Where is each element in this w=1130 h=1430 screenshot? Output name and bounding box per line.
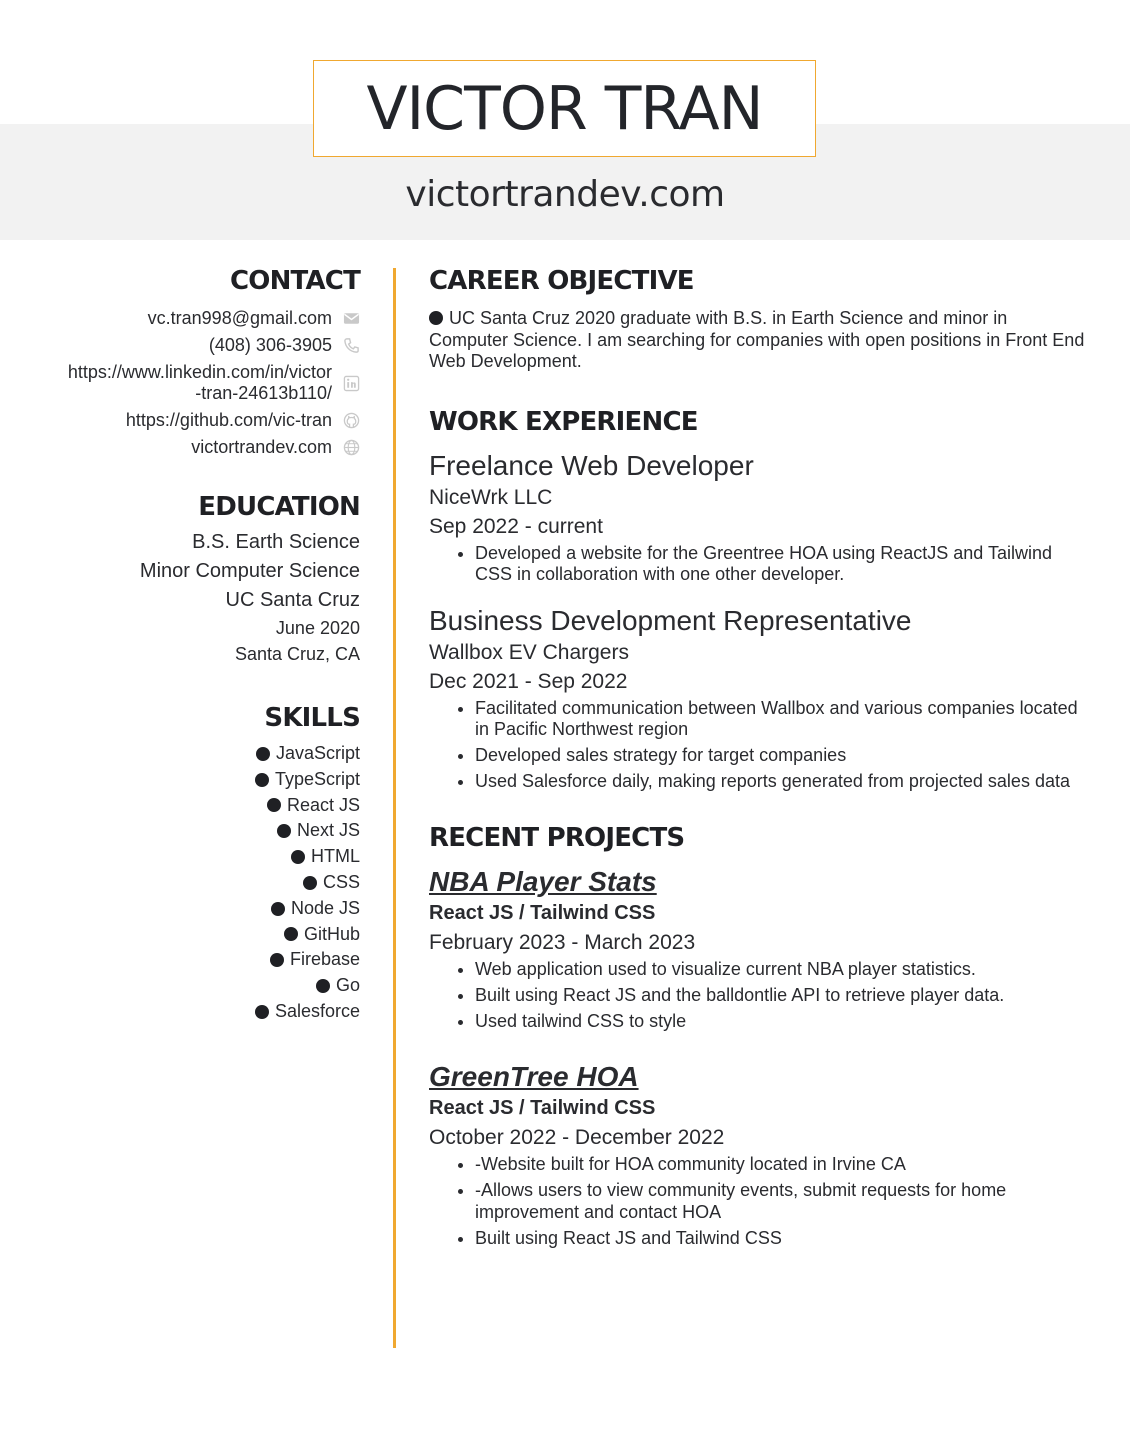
- envelope-icon: [342, 310, 360, 328]
- project-dates: October 2022 - December 2022: [429, 1126, 725, 1149]
- contact-email[interactable]: [20, 308, 360, 329]
- linkedin-line-1[interactable]: https://www.linkedin.com/in/victor: [67, 362, 332, 382]
- education-title: EDUCATION: [198, 492, 360, 522]
- project-bullet: • Used tailwind CSS to style: [475, 1011, 1089, 1033]
- skill-item: Node JS: [20, 896, 360, 922]
- job-dates: Sep 2022 - current: [429, 514, 603, 538]
- github-icon: [342, 412, 360, 430]
- project-bullets: [429, 1154, 1089, 1249]
- job-bullet: • Developed sales strategy for target companies: [475, 745, 1089, 767]
- project-bullet: • -Website built for HOA community located in Irvine CA: [475, 1154, 1089, 1176]
- objective-text: UC Santa Cruz 2020 graduate with B.S. in Earth Science and minor in Computer Science. I am searching for companies with open positions in Front End Web Development.: [429, 308, 1085, 371]
- bullet-dot-icon: [256, 747, 270, 761]
- bullet-dot-icon: [255, 1005, 269, 1019]
- contact-website-text[interactable]: victortrandev.com: [191, 437, 332, 457]
- contact-email-text[interactable]: vc.tran998@gmail.com: [147, 308, 332, 328]
- experience-section: [429, 407, 1089, 793]
- objective-text-block: [429, 308, 1089, 373]
- bullet-dot-icon: [255, 773, 269, 787]
- job-entry: [429, 604, 1089, 793]
- education-degree: B.S. Earth Science: [192, 531, 360, 553]
- bullet-dot-icon: [267, 798, 281, 812]
- contact-linkedin-text[interactable]: [68, 362, 332, 404]
- header-website[interactable]: victortrandev.com: [405, 174, 725, 215]
- education-location: Santa Cruz, CA: [234, 644, 360, 664]
- name-box: [313, 60, 816, 157]
- projects-section: [429, 823, 1089, 1250]
- project-bullet: • Built using React JS and the balldontlie API to retrieve player data.: [475, 985, 1089, 1007]
- job-company: Wallbox EV Chargers: [429, 640, 629, 664]
- project-bullets: [429, 959, 1089, 1033]
- contact-phone-text[interactable]: (408) 306-3905: [208, 335, 332, 355]
- education-section: [20, 492, 360, 667]
- skill-item: TypeScript: [20, 767, 360, 793]
- skill-item: HTML: [20, 844, 360, 870]
- globe-icon: [342, 439, 360, 457]
- job-title: Freelance Web Developer: [429, 449, 754, 481]
- job-bullet: • Used Salesforce daily, making reports generated from projected sales data: [475, 771, 1089, 793]
- contact-website[interactable]: [20, 437, 360, 458]
- objective-title: CAREER OBJECTIVE: [429, 266, 694, 296]
- bullet-dot-icon: [271, 902, 285, 916]
- bullet-dot-icon: [303, 876, 317, 890]
- job-title: Business Development Representative: [429, 604, 912, 636]
- project-title-link[interactable]: NBA Player Stats: [429, 865, 657, 897]
- bullet-dot-icon: [316, 979, 330, 993]
- job-bullet: • Facilitated communication between Wallbox and various companies located in Pacific Northwest region: [475, 698, 1089, 741]
- bullet-dot-icon: [291, 850, 305, 864]
- bullet-dot-icon: [270, 953, 284, 967]
- left-column: [20, 266, 360, 1025]
- contact-github[interactable]: [20, 410, 360, 431]
- skills-section: [20, 703, 360, 1025]
- linkedin-line-2[interactable]: -tran-24613b110/: [195, 383, 332, 403]
- contact-phone[interactable]: [20, 335, 360, 356]
- job-company: NiceWrk LLC: [429, 485, 553, 509]
- bullet-dot-icon: [284, 927, 298, 941]
- projects-title: RECENT PROJECTS: [429, 822, 685, 853]
- contact-github-text[interactable]: https://github.com/vic-tran: [125, 410, 332, 430]
- linkedin-icon: [342, 374, 360, 392]
- job-entry: [429, 449, 1089, 586]
- education-school: UC Santa Cruz: [225, 589, 360, 611]
- skill-item: JavaScript: [20, 741, 360, 767]
- project-dates: February 2023 - March 2023: [429, 930, 696, 954]
- skill-list: [20, 741, 360, 1025]
- bullet-dot-icon: [429, 311, 443, 325]
- contact-title: CONTACT: [230, 266, 360, 296]
- right-column: [429, 266, 1089, 1254]
- project-title-link[interactable]: GreenTree HOA: [429, 1061, 639, 1092]
- skill-item: Next JS: [20, 818, 360, 844]
- project-tech: React JS / Tailwind CSS: [429, 1097, 656, 1119]
- job-bullets: [429, 698, 1089, 793]
- project-entry: [429, 865, 1089, 1033]
- job-bullet: • Developed a website for the Greentree HOA using ReactJS and Tailwind CSS in collaboration with one other developer.: [475, 543, 1089, 586]
- job-bullets: [429, 543, 1089, 586]
- experience-title: WORK EXPERIENCE: [429, 406, 698, 437]
- contact-list: [20, 308, 360, 458]
- project-tech: React JS / Tailwind CSS: [429, 901, 656, 924]
- skill-item: CSS: [20, 870, 360, 896]
- project-bullet: • -Allows users to view community events, submit requests for home improvement and contact HOA: [475, 1180, 1089, 1223]
- project-entry: [429, 1060, 1089, 1249]
- project-bullet: • Web application used to visualize current NBA player statistics.: [475, 959, 1089, 981]
- education-minor: Minor Computer Science: [139, 560, 360, 582]
- skill-item: Firebase: [20, 947, 360, 973]
- skill-item: Go: [20, 973, 360, 999]
- bullet-dot-icon: [277, 824, 291, 838]
- skill-item: Salesforce: [20, 999, 360, 1025]
- project-bullet: • Built using React JS and Tailwind CSS: [475, 1228, 1089, 1250]
- skill-item: GitHub: [20, 922, 360, 948]
- education-date: June 2020: [275, 618, 360, 638]
- skills-title: SKILLS: [264, 703, 360, 733]
- skill-item: React JS: [20, 793, 360, 819]
- candidate-name: VICTOR TRAN: [366, 73, 763, 144]
- job-dates: Dec 2021 - Sep 2022: [429, 669, 628, 693]
- phone-icon: [342, 337, 360, 355]
- contact-linkedin[interactable]: [20, 362, 360, 404]
- column-divider: [393, 268, 396, 1348]
